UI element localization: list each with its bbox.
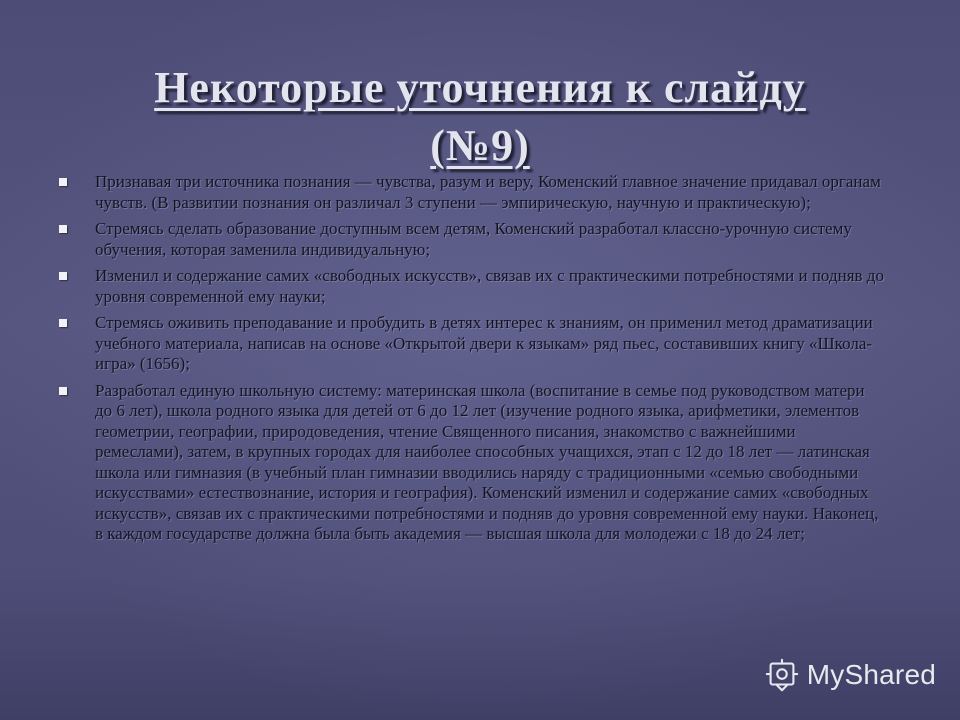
bullet-item bbox=[54, 313, 884, 375]
bullet-text: Разработал единую школьную систему: материнская школа (воспитание в семье под руководством матери до 6 лет), школа родного языка для детей от 6 до 12 лет (изучение родного языка, арифметики, элементов геометрии, географии, природоведения, чтение Священного писания, знакомство с важнейшими ремеслами), затем, в крупных городах для наиболее способных учащихся, этап с 12 до 18 лет — латинская школа или гимназия (в учебный план гимназии вводились наряду с традиционными «семью свободными искусствами» естествознание, история и география). Коменский изменил и содержание самих «свободных искусств», связав их с практическими потребностями и подняв до уровня современной ему науки. Наконец, в каждом государстве должна была быть академия — высшая школа для молодежи с 18 до 24 лет; bbox=[95, 380, 879, 543]
myshared-logo-icon bbox=[763, 656, 801, 694]
square-bullet-icon bbox=[59, 272, 67, 280]
bullet-item bbox=[54, 381, 884, 545]
square-bullet-icon bbox=[59, 319, 67, 327]
title-line-2: (№9) bbox=[430, 121, 530, 171]
title-line-1: Некоторые уточнения к слайду bbox=[154, 63, 806, 113]
myshared-watermark[interactable] bbox=[763, 656, 936, 694]
watermark-text: MyShared bbox=[806, 659, 936, 690]
square-bullet-icon bbox=[59, 387, 67, 395]
slide-title bbox=[60, 59, 900, 175]
bullet-item bbox=[54, 219, 884, 260]
bullet-text: Стремясь оживить преподавание и пробудить в детях интерес к знаниям, он применил метод драматизации учебного материала, написав на основе «Открытой двери к языкам» ряд пьес, составивших книгу «Школа-игра» (1656); bbox=[95, 313, 873, 373]
square-bullet-icon bbox=[59, 225, 67, 233]
bullet-text: Стремясь сделать образование доступным всем детям, Коменский разработал классно-урочную систему обучения, которая заменила индивидуальную; bbox=[95, 219, 852, 259]
bullet-list bbox=[54, 172, 884, 551]
square-bullet-icon bbox=[59, 178, 67, 186]
bullet-text: Изменил и содержание самих «свободных искусств», связав их с практическими потребностями и подняв до уровня современной ему науки; bbox=[95, 266, 884, 306]
bullet-text: Признавая три источника познания — чувства, разум и веру, Коменский главное значение придавал органам чувств. (В развитии познания он различал 3 ступени — эмпирическую, научную и практическую); bbox=[95, 172, 881, 212]
bullet-item bbox=[54, 266, 884, 307]
bullet-item bbox=[54, 172, 884, 213]
